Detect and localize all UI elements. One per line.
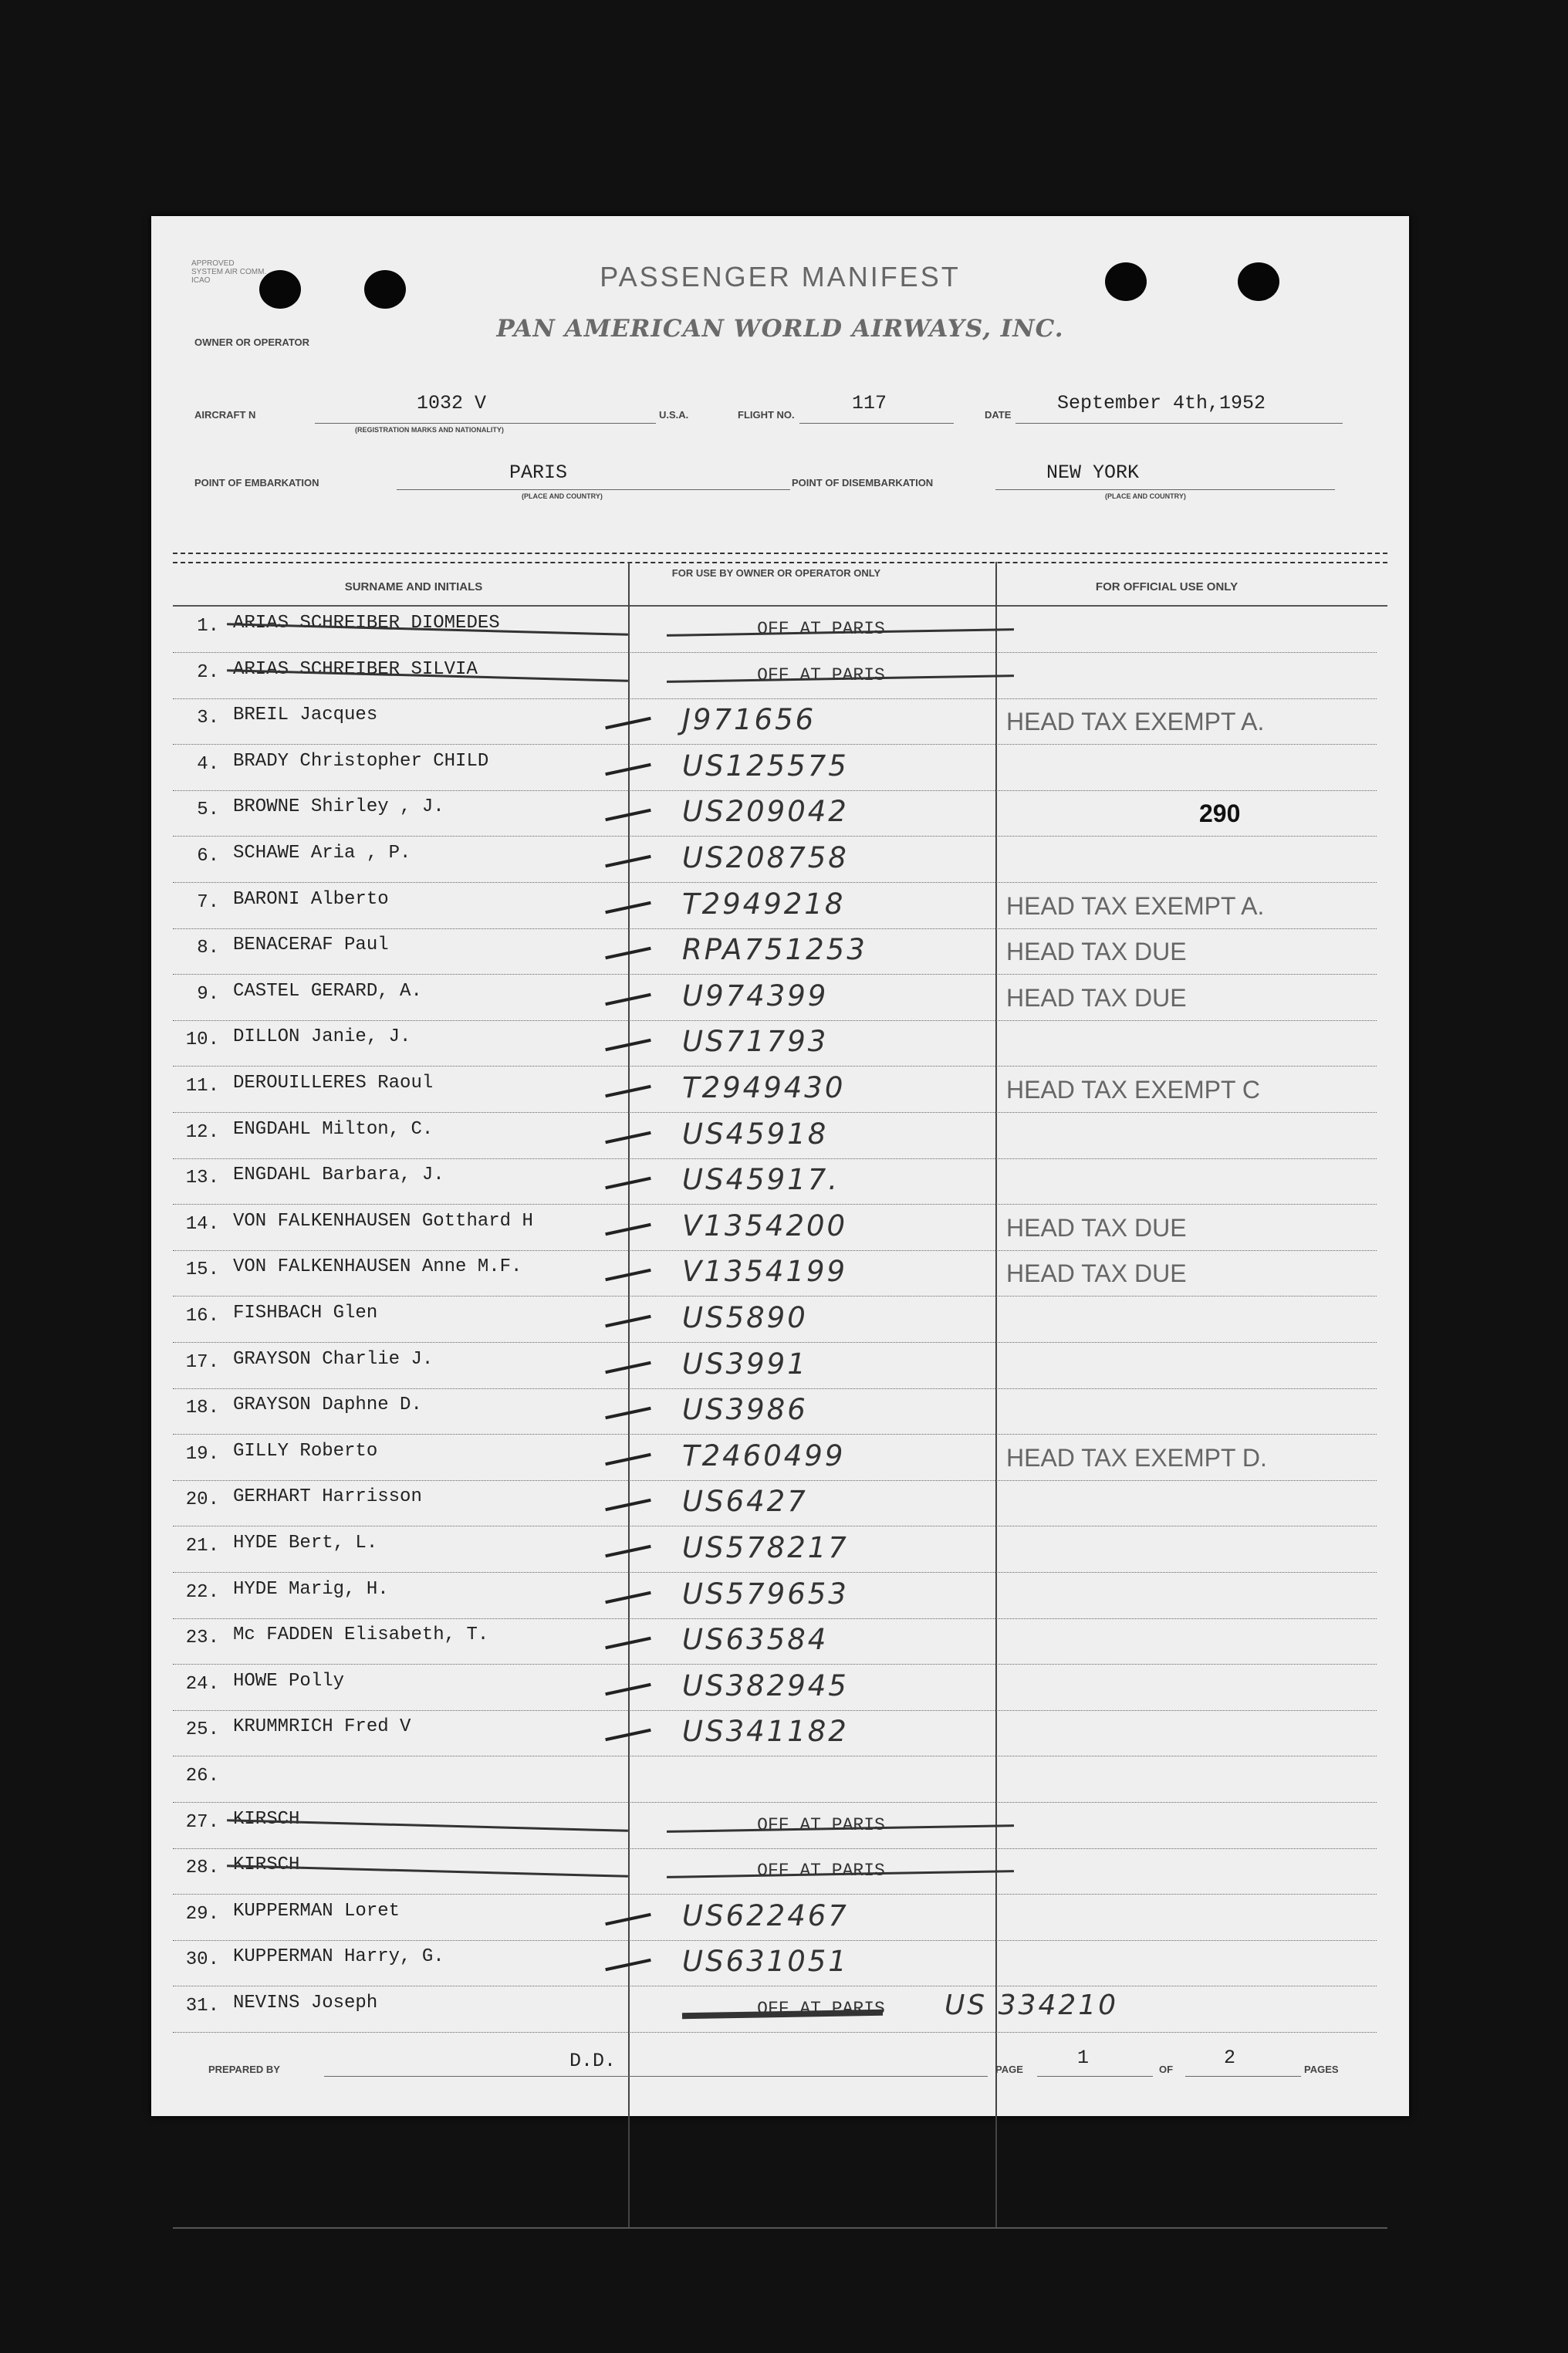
passenger-name: VON FALKENHAUSEN Anne M.F. bbox=[233, 1256, 522, 1278]
passport-number: US341182 bbox=[682, 1715, 849, 1749]
official-note: HEAD TAX DUE bbox=[1006, 1213, 1187, 1242]
handwritten-dash bbox=[605, 947, 651, 959]
row-number: 28. bbox=[185, 1858, 219, 1879]
table-row bbox=[173, 1480, 1377, 1526]
handwritten-dash bbox=[605, 1039, 651, 1051]
passenger-name: GILLY Roberto bbox=[233, 1440, 378, 1462]
date-underline bbox=[1015, 423, 1343, 424]
passenger-name: CASTEL GERARD, A. bbox=[233, 980, 422, 1002]
col-header-surname: SURNAME AND INITIALS bbox=[344, 580, 483, 593]
passenger-name: KIRSCH bbox=[233, 1808, 300, 1830]
passenger-name: DILLON Janie, J. bbox=[233, 1026, 411, 1048]
table-row bbox=[173, 1250, 1377, 1297]
aircraft-value: 1032 V bbox=[417, 392, 487, 414]
table-row bbox=[173, 1158, 1377, 1205]
row-number: 10. bbox=[185, 1029, 219, 1051]
table-row bbox=[173, 1665, 1377, 1711]
disembark-value: NEW YORK bbox=[1046, 461, 1140, 484]
table-row bbox=[173, 607, 1377, 653]
table-row bbox=[173, 1113, 1377, 1159]
row-number: 9. bbox=[197, 983, 219, 1005]
table-row bbox=[173, 1940, 1377, 1986]
table-row bbox=[173, 1067, 1377, 1113]
date-label: DATE bbox=[985, 409, 1012, 421]
passenger-name: KUPPERMAN Harry, G. bbox=[233, 1946, 444, 1968]
row-number: 2. bbox=[197, 661, 219, 683]
passenger-name: GRAYSON Charlie J. bbox=[233, 1348, 434, 1370]
table-row bbox=[173, 745, 1377, 791]
row-number: 4. bbox=[197, 753, 219, 775]
handwritten-dash bbox=[605, 1131, 651, 1143]
of-label: OF bbox=[1159, 2064, 1174, 2075]
aircraft-underline bbox=[315, 423, 656, 424]
passport-number: US3986 bbox=[682, 1393, 808, 1427]
passport-number: OFF AT PARIS bbox=[757, 1861, 885, 1881]
row-number: 11. bbox=[185, 1076, 219, 1097]
official-note: HEAD TAX DUE bbox=[1006, 1259, 1187, 1288]
table-row bbox=[173, 1573, 1377, 1619]
passenger-name: KRUMMRICH Fred V bbox=[233, 1716, 411, 1738]
table-row bbox=[173, 1710, 1377, 1756]
passport-number: RPA751253 bbox=[682, 933, 867, 967]
table-row bbox=[173, 1756, 1377, 1803]
passenger-name: ARIAS SCHREIBER SILVIA bbox=[233, 658, 478, 680]
row-number: 24. bbox=[185, 1673, 219, 1695]
row-number: 21. bbox=[185, 1536, 219, 1557]
approval-line: SYSTEM AIR COMM. bbox=[191, 268, 267, 276]
official-note: HEAD TAX EXEMPT A. bbox=[1006, 708, 1265, 736]
of-value: 2 bbox=[1224, 2047, 1236, 2069]
passport-number: T2460499 bbox=[682, 1439, 846, 1472]
passenger-name: Mc FADDEN Elisabeth, T. bbox=[233, 1624, 489, 1646]
table-row bbox=[173, 837, 1377, 883]
row-number: 31. bbox=[185, 1996, 219, 2017]
table-row bbox=[173, 1803, 1377, 1849]
handwritten-dash bbox=[605, 763, 651, 776]
table-row bbox=[173, 1618, 1377, 1665]
table-row bbox=[173, 1205, 1377, 1251]
table-row bbox=[173, 790, 1377, 837]
passport-number: US382945 bbox=[682, 1668, 849, 1702]
passport-number: V1354199 bbox=[682, 1255, 848, 1289]
passenger-name: ENGDAHL Milton, C. bbox=[233, 1118, 434, 1140]
col-header-owner: FOR USE BY OWNER OR OPERATOR ONLY bbox=[671, 567, 881, 579]
handwritten-dash bbox=[605, 1959, 651, 1971]
table-top-rule bbox=[173, 553, 1387, 554]
table-row bbox=[173, 1986, 1377, 2033]
passport-number: US209042 bbox=[682, 795, 849, 829]
flight-label: FLIGHT NO. bbox=[738, 409, 795, 421]
passport-number: OFF AT PARIS bbox=[757, 619, 885, 639]
row-number: 6. bbox=[197, 846, 219, 867]
handwritten-dash bbox=[605, 1591, 651, 1603]
embark-label: POINT OF EMBARKATION bbox=[194, 477, 319, 489]
passport-number: U974399 bbox=[682, 979, 829, 1013]
passport-number: US5890 bbox=[682, 1301, 808, 1334]
aircraft-sub: (REGISTRATION MARKS AND NATIONALITY) bbox=[355, 426, 504, 434]
row-number: 20. bbox=[185, 1489, 219, 1511]
prepared-label: PREPARED BY bbox=[208, 2064, 280, 2075]
page-value: 1 bbox=[1077, 2047, 1090, 2069]
row-number: 30. bbox=[185, 1949, 219, 1971]
official-note: HEAD TAX DUE bbox=[1006, 983, 1187, 1012]
row-number: 13. bbox=[185, 1168, 219, 1189]
passport-number: US631051 bbox=[682, 1945, 849, 1979]
table-row bbox=[173, 1297, 1377, 1343]
row-number: 26. bbox=[185, 1766, 219, 1787]
row-number: 22. bbox=[185, 1581, 219, 1603]
passenger-name: HYDE Bert, L. bbox=[233, 1533, 378, 1553]
handwritten-dash bbox=[605, 1545, 651, 1557]
passenger-name: DEROUILLERES Raoul bbox=[233, 1073, 434, 1094]
date-value: September 4th,1952 bbox=[1057, 392, 1266, 414]
approval-line: ICAO bbox=[191, 276, 211, 285]
table-row bbox=[173, 1020, 1377, 1067]
handwritten-dash bbox=[605, 1177, 651, 1189]
table-top-rule bbox=[173, 562, 1387, 563]
passport-number: US63584 bbox=[682, 1623, 829, 1657]
passenger-name: GERHART Harrisson bbox=[233, 1486, 422, 1508]
row-number: 3. bbox=[197, 708, 219, 729]
passenger-name: ARIAS SCHREIBER DIOMEDES bbox=[233, 613, 500, 634]
prepared-value: D.D. bbox=[569, 2050, 617, 2072]
table-row bbox=[173, 1388, 1377, 1435]
table-row bbox=[173, 1435, 1377, 1481]
row-number: 19. bbox=[185, 1443, 219, 1465]
handwritten-dash bbox=[605, 1361, 651, 1373]
row-number: 1. bbox=[197, 616, 219, 637]
col-header-official: FOR OFFICIAL USE ONLY bbox=[1095, 580, 1239, 593]
row-number: 18. bbox=[185, 1398, 219, 1419]
table-row bbox=[173, 1848, 1377, 1895]
row-number: 23. bbox=[185, 1628, 219, 1649]
passport-number: US125575 bbox=[682, 749, 849, 783]
row-number: 14. bbox=[185, 1213, 219, 1235]
passport-number: US45918 bbox=[682, 1117, 829, 1151]
handwritten-dash bbox=[605, 1499, 651, 1511]
row-number: 5. bbox=[197, 800, 219, 821]
passport-number: OFF AT PARIS bbox=[757, 1999, 885, 2019]
passport-number: US3991 bbox=[682, 1347, 808, 1381]
passenger-name: BARONI Alberto bbox=[233, 888, 389, 910]
flight-value: 117 bbox=[852, 392, 887, 414]
row-number: 27. bbox=[185, 1811, 219, 1833]
official-note: HEAD TAX EXEMPT C bbox=[1006, 1076, 1260, 1104]
handwritten-dash bbox=[605, 1223, 651, 1236]
handwritten-dash bbox=[605, 1637, 651, 1649]
row-number: 15. bbox=[185, 1259, 219, 1281]
table-bottom-rule bbox=[173, 2227, 1387, 2229]
document-title: PASSENGER MANIFEST bbox=[600, 261, 961, 292]
handwritten-dash bbox=[605, 1453, 651, 1466]
passport-number: OFF AT PARIS bbox=[757, 664, 885, 685]
table-row bbox=[173, 653, 1377, 699]
passport-number: US622467 bbox=[682, 1898, 849, 1932]
passenger-name: HYDE Marig, H. bbox=[233, 1578, 389, 1600]
table-row bbox=[173, 1895, 1377, 1941]
manifest-sheet bbox=[151, 216, 1409, 2116]
passport-number: US208758 bbox=[682, 841, 849, 874]
passenger-name: NEVINS Joseph bbox=[233, 1993, 378, 2013]
embark-underline bbox=[397, 489, 790, 490]
handwritten-dash bbox=[605, 993, 651, 1006]
table-row bbox=[173, 1343, 1377, 1389]
table-row bbox=[173, 928, 1377, 975]
passport-number: US579653 bbox=[682, 1577, 849, 1611]
handwritten-dash bbox=[605, 1407, 651, 1419]
handwritten-dash bbox=[605, 809, 651, 821]
row-number: 25. bbox=[185, 1719, 219, 1741]
row-number: 17. bbox=[185, 1351, 219, 1373]
row-number: 29. bbox=[185, 1903, 219, 1925]
official-note: HEAD TAX DUE bbox=[1006, 938, 1187, 966]
handwritten-dash bbox=[605, 1315, 651, 1327]
row-number: 7. bbox=[197, 891, 219, 913]
passport-number: US45917. bbox=[682, 1163, 840, 1197]
passport-number: US6427 bbox=[682, 1485, 808, 1519]
of-underline bbox=[1185, 2076, 1301, 2077]
pages-label: PAGES bbox=[1304, 2064, 1339, 2075]
official-note: 290 bbox=[1199, 800, 1241, 828]
table-row bbox=[173, 883, 1377, 929]
passenger-name: ENGDAHL Barbara, J. bbox=[233, 1165, 444, 1186]
table-row bbox=[173, 698, 1377, 745]
handwritten-dash bbox=[605, 1683, 651, 1695]
passport-number: V1354200 bbox=[682, 1209, 848, 1242]
passenger-name: KUPPERMAN Loret bbox=[233, 1900, 400, 1922]
embark-value: PARIS bbox=[509, 461, 568, 484]
passenger-name: KIRSCH bbox=[233, 1854, 300, 1876]
handwritten-dash bbox=[605, 1913, 651, 1925]
handwritten-dash bbox=[605, 1729, 651, 1741]
owner-label: OWNER OR OPERATOR bbox=[194, 336, 310, 348]
usa-label: U.S.A. bbox=[659, 409, 689, 421]
row-number: 16. bbox=[185, 1306, 219, 1327]
passport-number: US71793 bbox=[682, 1025, 829, 1059]
table-row bbox=[173, 975, 1377, 1021]
handwritten-dash bbox=[605, 1269, 651, 1281]
passport-number: T2949218 bbox=[682, 887, 846, 921]
table-row bbox=[173, 1526, 1377, 1573]
embark-sub: (PLACE AND COUNTRY) bbox=[522, 492, 603, 500]
passenger-name: BRADY Christopher CHILD bbox=[233, 750, 489, 772]
airline-name: PAN AMERICAN WORLD AIRWAYS, INC. bbox=[496, 315, 1064, 343]
passenger-name: BROWNE Shirley , J. bbox=[233, 796, 444, 818]
official-note: HEAD TAX EXEMPT A. bbox=[1006, 891, 1265, 920]
handwritten-dash bbox=[605, 717, 651, 729]
handwritten-dash bbox=[605, 855, 651, 867]
passenger-name: VON FALKENHAUSEN Gotthard H bbox=[233, 1210, 533, 1232]
flight-underline bbox=[799, 423, 954, 424]
disembark-underline bbox=[995, 489, 1335, 490]
passenger-name: FISHBACH Glen bbox=[233, 1303, 378, 1324]
passport-number: US578217 bbox=[682, 1531, 849, 1564]
official-note: HEAD TAX EXEMPT D. bbox=[1006, 1443, 1267, 1472]
passenger-name: HOWE Polly bbox=[233, 1670, 345, 1692]
passenger-name: SCHAWE Aria , P. bbox=[233, 843, 411, 864]
disembark-label: POINT OF DISEMBARKATION bbox=[792, 477, 934, 489]
passport-number: T2949430 bbox=[682, 1071, 846, 1104]
passport-number: OFF AT PARIS bbox=[757, 1814, 885, 1835]
page-underline bbox=[1037, 2076, 1153, 2077]
passenger-name: BENACERAF Paul bbox=[233, 935, 389, 956]
passenger-name: BREIL Jacques bbox=[233, 705, 378, 726]
handwritten-dash bbox=[605, 1085, 651, 1097]
official-note: US 334210 bbox=[945, 1990, 1119, 2021]
passenger-name: GRAYSON Daphne D. bbox=[233, 1395, 422, 1416]
page-label: PAGE bbox=[995, 2064, 1023, 2075]
approval-line: APPROVED bbox=[191, 259, 235, 268]
row-number: 12. bbox=[185, 1121, 219, 1143]
handwritten-dash bbox=[605, 901, 651, 913]
disembark-sub: (PLACE AND COUNTRY) bbox=[1105, 492, 1186, 500]
passport-number: J971656 bbox=[682, 703, 816, 737]
prepared-underline bbox=[324, 2076, 988, 2077]
aircraft-label: AIRCRAFT N bbox=[194, 409, 256, 421]
row-number: 8. bbox=[197, 938, 219, 959]
